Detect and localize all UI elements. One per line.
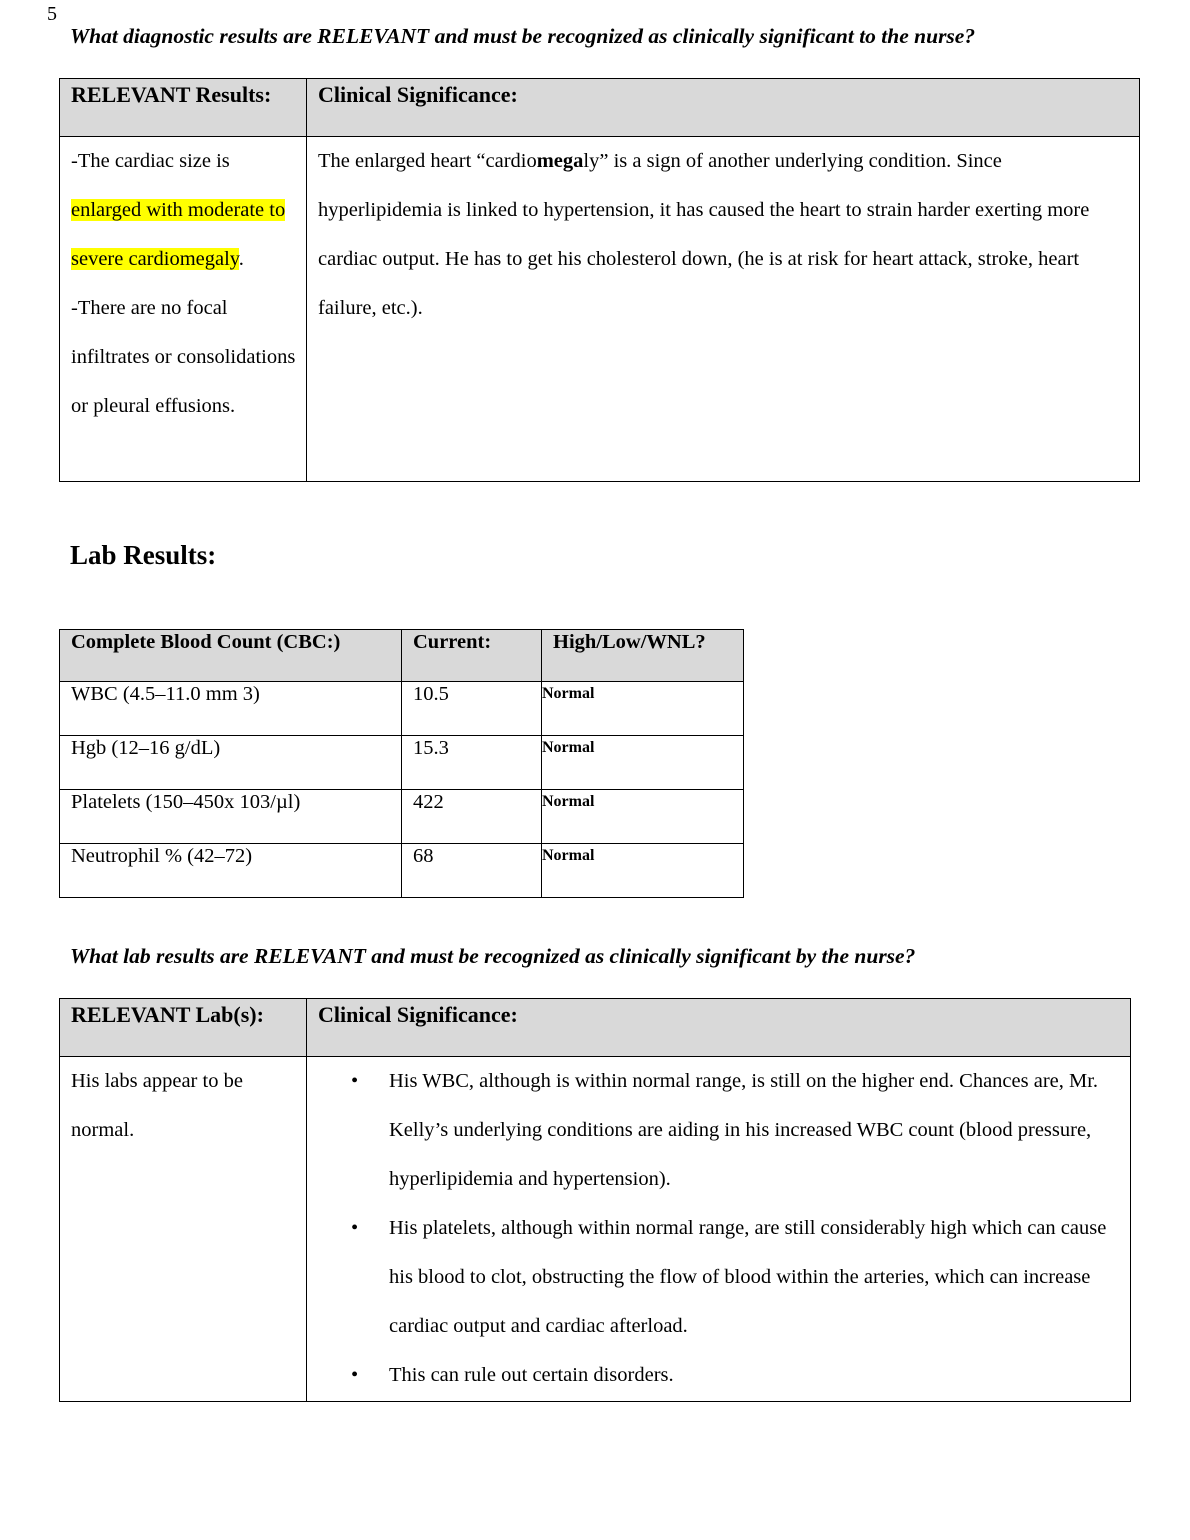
- cbc-test-cell: Neutrophil % (42–72): [60, 844, 402, 898]
- diagnostic-col1-header: RELEVANT Results:: [60, 79, 307, 137]
- list-item-text: His WBC, although is within normal range, is still on the higher end. Chances are, Mr. Kelly’s underlying conditions are aiding in his increased WBC count (blood pressure, hyperlipidemia and hypertension).: [389, 1070, 1099, 1190]
- results-highlight: enlarged with moderate to severe cardiomegaly: [71, 199, 286, 270]
- cbc-table: [59, 629, 744, 898]
- cbc-flag-cell: Normal: [542, 682, 744, 736]
- lab-col2-header: Clinical Significance:: [307, 999, 1131, 1057]
- cbc-header-flag: High/Low/WNL?: [542, 630, 744, 682]
- list-item: [318, 1057, 1124, 1204]
- cbc-current-cell: 15.3: [402, 736, 542, 790]
- bullet-icon: •: [351, 1217, 359, 1239]
- cbc-current-cell: 68: [402, 844, 542, 898]
- list-item-text: His platelets, although within normal range, are still considerably high which can cause his blood to clot, obstructing the flow of blood within the arteries, which can increase cardiac output and cardiac afterload.: [389, 1217, 1107, 1337]
- relevant-labs-cell: His labs appear to be normal.: [60, 1057, 307, 1402]
- significance-text-pre: The enlarged heart “cardio: [318, 150, 537, 172]
- cbc-current-cell: 10.5: [402, 682, 542, 736]
- cbc-current-cell: 422: [402, 790, 542, 844]
- table-row: [60, 790, 744, 844]
- results-text-mid: .: [238, 248, 244, 270]
- cbc-flag-cell: Normal: [542, 844, 744, 898]
- lab-col1-header: RELEVANT Lab(s):: [60, 999, 307, 1057]
- cbc-test-cell: Hgb (12–16 g/dL): [60, 736, 402, 790]
- results-text-post: -There are no focal infiltrates or consolidations or pleural effusions.: [71, 297, 296, 417]
- table-row: [60, 736, 744, 790]
- cbc-test-cell: Platelets (150–450x 103/µl): [60, 790, 402, 844]
- list-item-text: This can rule out certain disorders.: [389, 1364, 674, 1386]
- table-row: [60, 844, 744, 898]
- cbc-test-cell: WBC (4.5–11.0 mm 3): [60, 682, 402, 736]
- diagnostic-question: What diagnostic results are RELEVANT and must be recognized as clinically significant to the nurse?: [70, 24, 976, 48]
- significance-text-bold: mega: [536, 150, 584, 172]
- significance-text-post: ly” is a sign of another underlying condition. Since hyperlipidemia is linked to hypertension, it has caused the heart to strain harder exerting more cardiac output. He has to get his cholesterol down, (he is at risk for heart attack, stroke, heart failure, etc.).: [318, 150, 1090, 319]
- clinical-significance-cell: [307, 137, 1140, 482]
- bullet-icon: •: [351, 1070, 359, 1092]
- lab-significance-cell: [307, 1057, 1131, 1402]
- lab-question: What lab results are RELEVANT and must be recognized as clinically significant by the nurse?: [70, 944, 916, 968]
- bullet-icon: •: [351, 1364, 359, 1386]
- list-item: [318, 1204, 1124, 1351]
- relevant-results-cell: [60, 137, 307, 482]
- lab-results-heading: Lab Results:: [70, 540, 217, 570]
- diagnostic-col2-header: Clinical Significance:: [307, 79, 1140, 137]
- significance-list: [318, 1057, 1124, 1400]
- page-number: 5: [47, 3, 57, 25]
- cbc-header-current: Current:: [402, 630, 542, 682]
- cbc-flag-cell: Normal: [542, 736, 744, 790]
- cbc-flag-cell: Normal: [542, 790, 744, 844]
- diagnostic-results-table: [59, 78, 1140, 482]
- cbc-header-test: Complete Blood Count (CBC:): [60, 630, 402, 682]
- table-row: [60, 682, 744, 736]
- results-text-pre: -The cardiac size is: [71, 150, 230, 172]
- relevant-labs-table: [59, 998, 1131, 1402]
- list-item: [318, 1351, 1124, 1400]
